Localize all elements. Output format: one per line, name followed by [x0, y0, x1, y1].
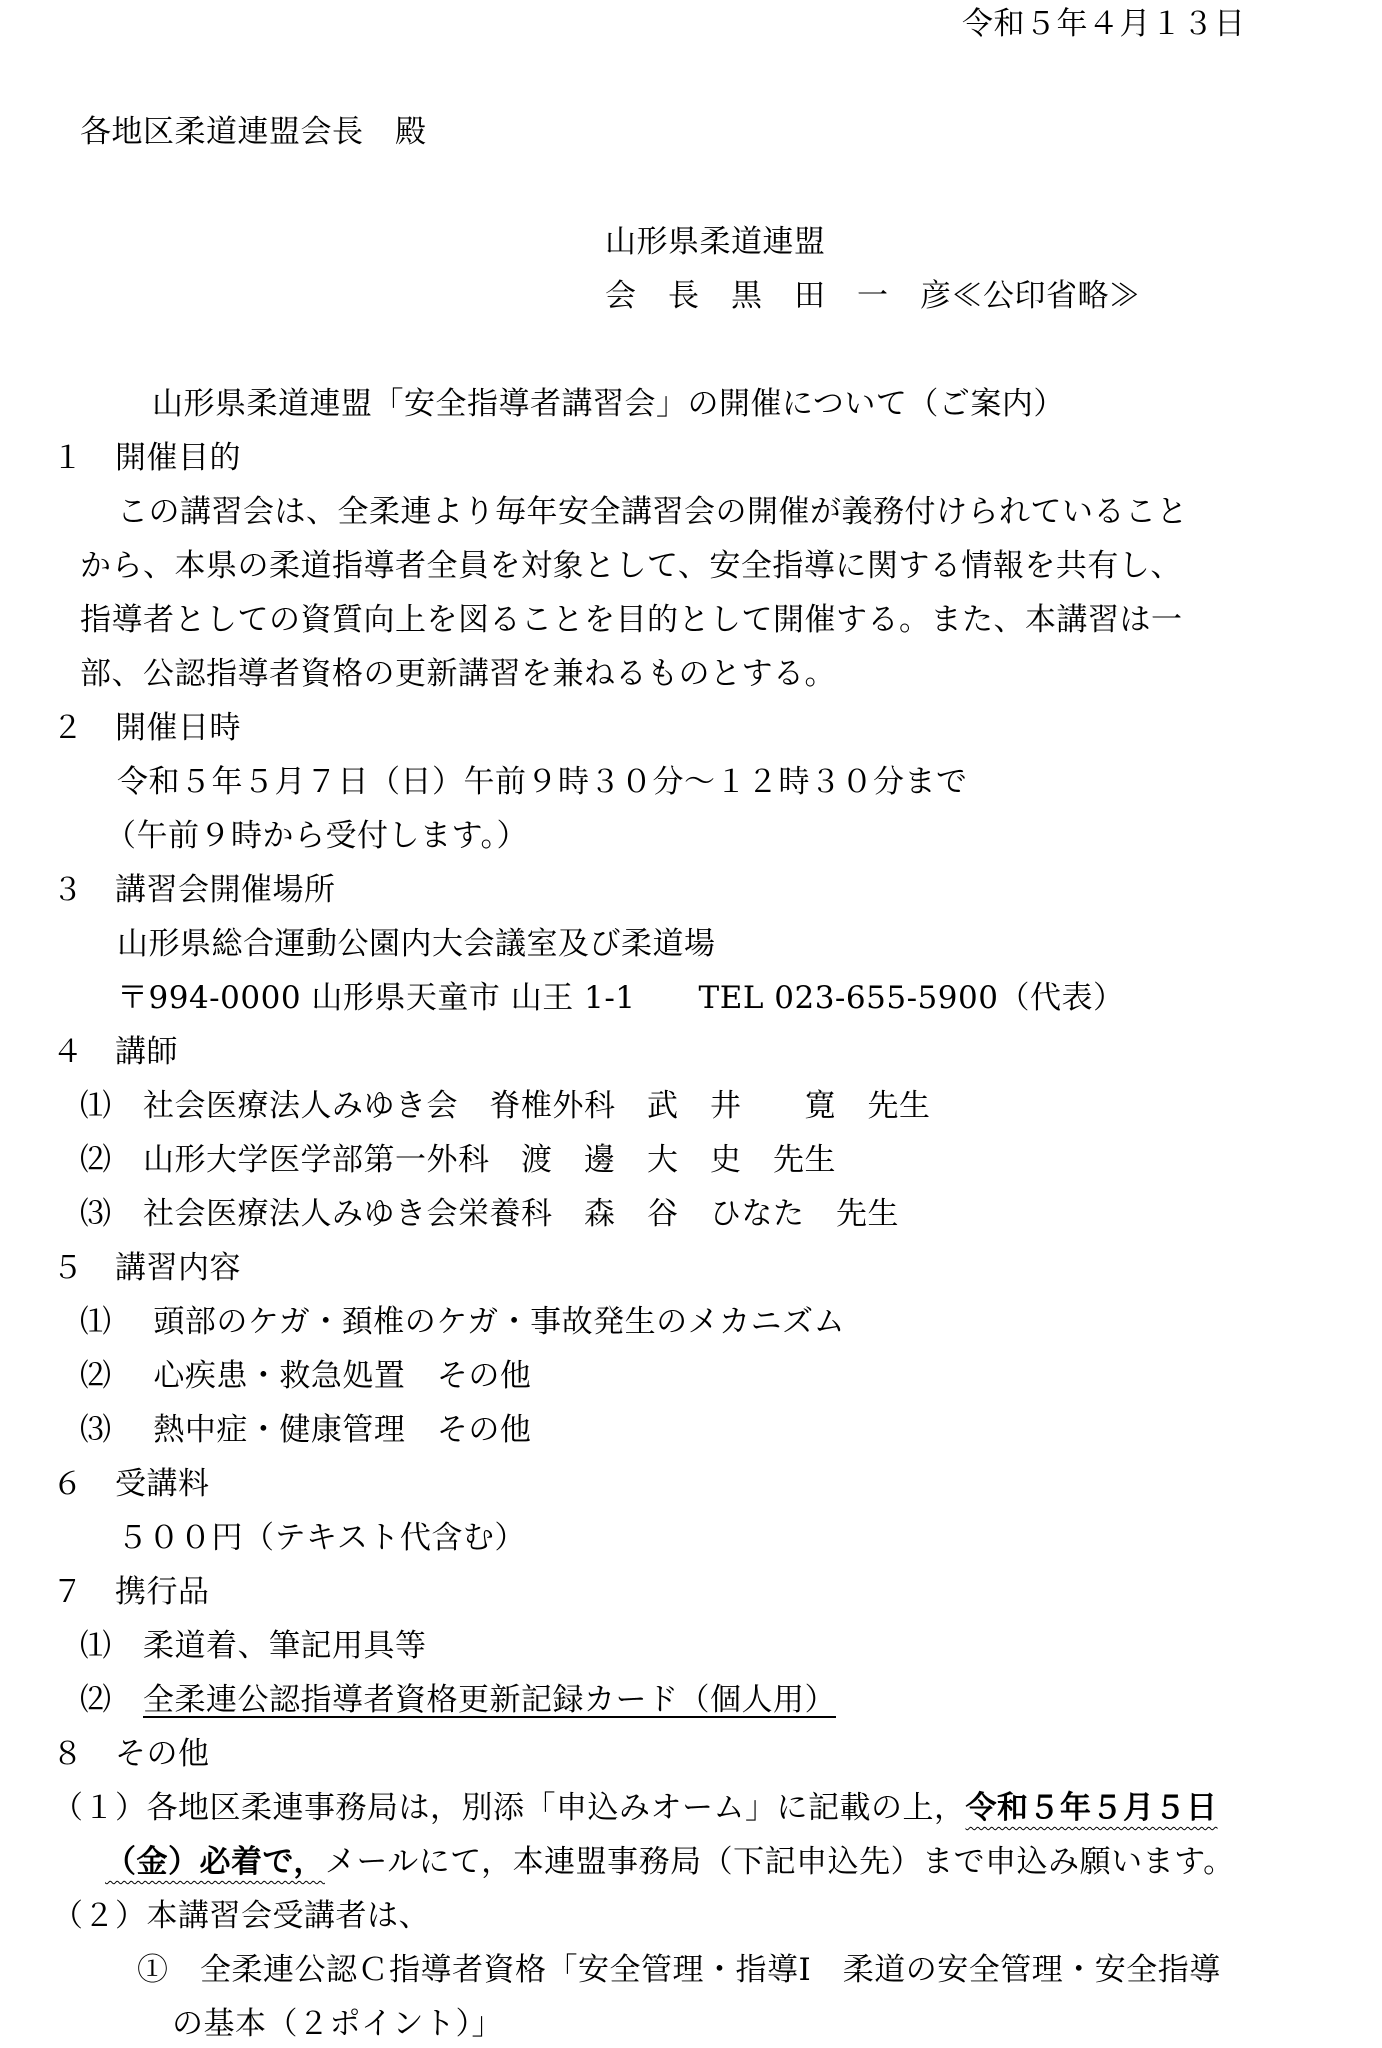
content-item: ⑴ 頭部のケガ・頚椎のケガ・事故発生のメカニズム: [80, 1304, 846, 1340]
note-text: （１）各地区柔連事務局は，別添「申込みオーム」に記載の上，: [52, 1790, 966, 1826]
lecturer-item: ⑵ 山形大学医学部第一外科 渡 邊 大 史 先生: [80, 1142, 836, 1178]
body-text: から、本県の柔道指導者全員を対象として、安全指導に関する情報を共有し、: [80, 548, 1182, 584]
section-heading: ８ その他: [52, 1736, 210, 1772]
section-heading: ５ 講習内容: [52, 1250, 241, 1286]
fee-text: ５００円（テキスト代含む）: [117, 1520, 526, 1556]
body-text: この講習会は、全柔連より毎年安全講習会の開催が義務付けられていること: [117, 494, 1188, 530]
carry-item: ⑴ 柔道着、筆記用具等: [80, 1628, 427, 1664]
addressee: 各地区柔道連盟会長 殿: [80, 114, 427, 150]
document-date: 令和５年４月１３日: [962, 6, 1246, 42]
sender-organization: 山形県柔道連盟: [605, 224, 826, 260]
note-line: [105, 1842, 1235, 1882]
reception-note: （午前９時から受付します。）: [105, 818, 529, 854]
note-line: （２）本講習会受講者は、: [52, 1898, 430, 1934]
body-text: 部、公認指導者資格の更新講習を兼ねるものとする。: [80, 656, 836, 692]
note-text: メールにて，本連盟事務局（下記申込先）まで申込み願います。: [324, 1844, 1235, 1880]
note-line: [52, 1788, 1218, 1828]
lecturer-item: ⑶ 社会医療法人みゆき会栄養科 森 谷 ひなた 先生: [80, 1196, 899, 1232]
section-heading: ３ 講習会開催場所: [52, 872, 336, 908]
section-heading: ７ 携行品: [52, 1574, 210, 1610]
event-datetime: 令和５年５月７日（日）午前９時３０分～１２時３０分まで: [117, 764, 968, 800]
content-item: ⑵ 心疾患・救急処置 その他: [80, 1358, 532, 1394]
section-heading: ２ 開催日時: [52, 710, 241, 746]
sender-name: 会 長 黒 田 一 彦≪公印省略≫: [605, 278, 1141, 314]
content-item: ⑶ 熱中症・健康管理 その他: [80, 1412, 532, 1448]
note-subitem: ① 全柔連公認Ｃ指導者資格「安全管理・指導Ⅰ 柔道の安全管理・安全指導: [137, 1952, 1221, 1988]
venue-name: 山形県総合運動公園内大会議室及び柔道場: [117, 926, 716, 962]
section-heading: ６ 受講料: [52, 1466, 210, 1502]
carry-item: [80, 1680, 836, 1720]
carry-item-marker: ⑵: [80, 1682, 143, 1718]
body-text: 指導者としての資質向上を図ることを目的として開催する。また、本講習は一: [80, 602, 1183, 638]
lecturer-item: ⑴ 社会医療法人みゆき会 脊椎外科 武 井 寛 先生: [80, 1088, 931, 1124]
note-subitem: の基本（２ポイント）」: [172, 2006, 503, 2042]
section-heading: １ 開催目的: [52, 440, 241, 476]
venue-address: 〒994-0000 山形県天童市 山王 1-1 TEL 023-655-5900（代表）: [117, 980, 1125, 1016]
deadline-emphasis: （金）必着で，: [105, 1844, 325, 1880]
section-heading: ４ 講師: [52, 1034, 178, 1070]
document-title: 山形県柔道連盟「安全指導者講習会」の開催について（ご案内）: [152, 386, 1065, 422]
deadline-emphasis: 令和５年５月５日: [965, 1790, 1218, 1826]
carry-item-underlined: 全柔連公認指導者資格更新記録カード（個人用）: [143, 1682, 836, 1718]
